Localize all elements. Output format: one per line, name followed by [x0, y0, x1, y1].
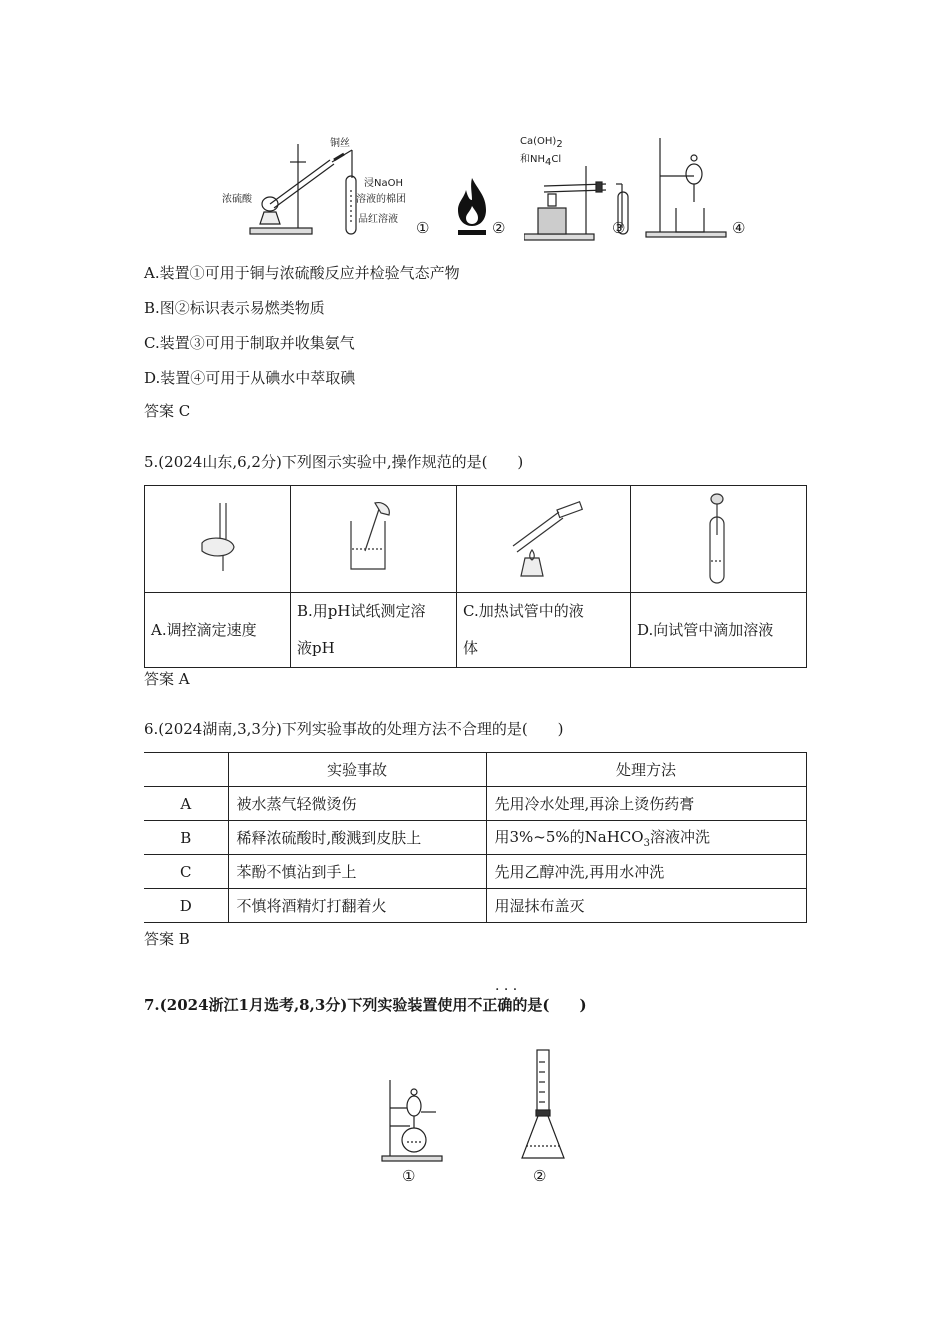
- q4-option-d: D.装置④可用于从碘水中萃取碘: [144, 369, 356, 387]
- flame-icon: [452, 176, 492, 236]
- row-key: A: [144, 787, 228, 821]
- q7-figure-number-2: ②: [533, 1167, 547, 1185]
- q6-header-accident: 实验事故: [228, 753, 486, 787]
- q5-image-a: [145, 486, 291, 593]
- q4-option-a: A.装置①可用于铜与浓硫酸反应并检验气态产物: [144, 264, 460, 282]
- q5-stem: 5.(2024山东,6,2分)下列图示实验中,操作规范的是( ): [144, 453, 524, 471]
- row-accident: 被水蒸气轻微烫伤: [228, 787, 486, 821]
- q6-header-blank: [144, 753, 228, 787]
- q6-header-row: [144, 753, 806, 787]
- row-accident: 不慎将酒精灯打翻着火: [228, 889, 486, 923]
- q4-figure: [220, 132, 760, 244]
- row-method: 用3%~5%的NaHCO$_3$溶液冲洗: [486, 821, 806, 855]
- label-reagent-2: 和$NH_4Cl$: [520, 154, 562, 168]
- apparatus-4-illustration: [640, 132, 740, 240]
- row-key: D: [144, 889, 228, 923]
- dropper-tube-illustration: [694, 491, 744, 587]
- row-key: B: [144, 821, 228, 855]
- label-naoh-cotton-2: 溶液的棉团: [356, 194, 406, 205]
- q5-option-a: A.调控滴定速度: [145, 593, 291, 668]
- q5-answer: 答案 A: [144, 670, 190, 688]
- row-method: 先用冷水处理,再涂上烫伤药膏: [486, 787, 806, 821]
- table-row: [144, 889, 806, 923]
- q4-answer: 答案 C: [144, 402, 191, 420]
- figure-number-1: ①: [416, 219, 430, 237]
- q5-image-b: [291, 486, 457, 593]
- table-row: [144, 821, 806, 855]
- q5-image-d: [631, 486, 807, 593]
- q6-table: [144, 752, 807, 923]
- label-magenta: 品红溶液: [358, 214, 398, 225]
- label-naoh-cotton-1: 浸NaOH: [364, 178, 403, 189]
- row-accident: 苯酚不慎沾到手上: [228, 855, 486, 889]
- row-method: 用湿抹布盖灭: [486, 889, 806, 923]
- figure-number-2: ②: [492, 219, 506, 237]
- q7-stem: 7.(2024浙江1月选考,8,3分)下列实验装置使用不正确的是( ): [144, 996, 587, 1014]
- figure-number-4: ④: [732, 219, 746, 237]
- row-accident: 稀释浓硫酸时,酸溅到皮肤上: [228, 821, 486, 855]
- q5-option-c: C.加热试管中的液 体: [457, 593, 631, 668]
- label-reagent-1: $Ca(OH)_2$: [520, 136, 563, 150]
- row-key: C: [144, 855, 228, 889]
- q7-apparatus-1-illustration: [380, 1074, 446, 1164]
- emphasis-dots: · · ·: [495, 982, 518, 998]
- q5-image-c: [457, 486, 631, 593]
- table-row: [144, 855, 806, 889]
- q5-option-b: B.用pH试纸测定溶 液pH: [291, 593, 457, 668]
- burette-hand-illustration: [188, 499, 248, 579]
- q4-option-b: B.图②标识表示易燃类物质: [144, 299, 325, 317]
- q7-apparatus-2-illustration: [518, 1048, 568, 1164]
- q5-table: [144, 485, 807, 668]
- q6-answer: 答案 B: [144, 930, 190, 948]
- q6-stem: 6.(2024湖南,3,3分)下列实验事故的处理方法不合理的是( ): [144, 720, 564, 738]
- q6-header-method: 处理方法: [486, 753, 806, 787]
- q4-option-c: C.装置③可用于制取并收集氨气: [144, 334, 355, 352]
- q5-option-d: D.向试管中滴加溶液: [631, 593, 807, 668]
- table-row: [144, 787, 806, 821]
- row-method: 先用乙醇冲洗,再用水冲洗: [486, 855, 806, 889]
- label-conc-acid: 浓硫酸: [222, 194, 252, 205]
- label-copper-wire: 铜丝: [330, 138, 350, 149]
- figure-number-3: ③: [612, 219, 626, 237]
- heating-tube-illustration: [499, 494, 589, 584]
- apparatus-3-illustration: [524, 162, 644, 244]
- q7-figure-number-1: ①: [402, 1167, 416, 1185]
- ph-beaker-illustration: [339, 499, 409, 579]
